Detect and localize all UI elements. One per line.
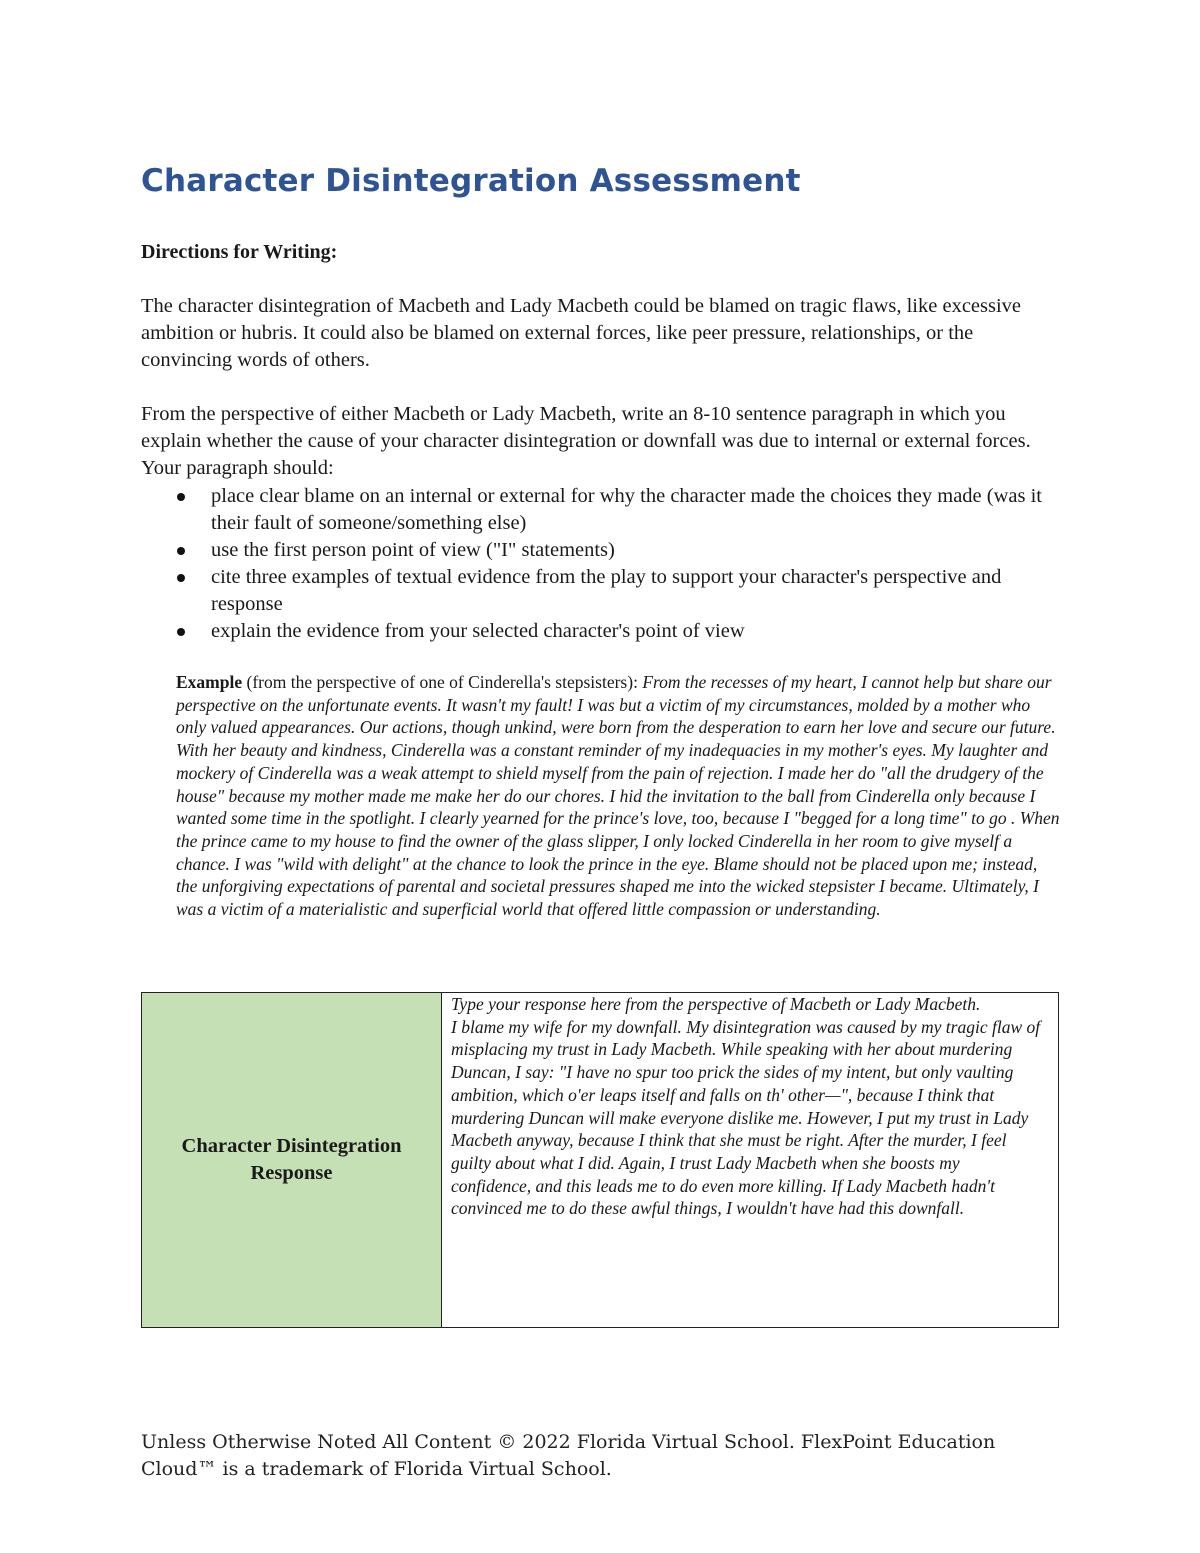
copyright-footer: Unless Otherwise Noted All Content © 2022 Florida Virtual School. FlexPoint Education Cloud™ is a trademark of Florida Virtual School. bbox=[141, 1431, 996, 1480]
directions-paragraph-2: From the perspective of either Macbeth or Lady Macbeth, write an 8-10 sentence paragraph in which you explain whether the cause of your character disintegration or downfall was due to internal or external forces. Your paragraph should: bbox=[141, 403, 1031, 479]
bullet-icon bbox=[177, 547, 185, 555]
example-label: Example bbox=[176, 672, 243, 692]
requirements-list bbox=[141, 483, 1059, 645]
response-label: Character Disintegration Response bbox=[181, 1135, 402, 1184]
response-label-cell bbox=[142, 993, 442, 1327]
list-item bbox=[141, 564, 1059, 618]
list-item-text: cite three examples of textual evidence from the play to support your character's perspective and response bbox=[211, 566, 1002, 615]
bullet-icon bbox=[177, 574, 185, 582]
list-item-text: explain the evidence from your selected character's point of view bbox=[211, 620, 745, 642]
response-prompt: Type your response here from the perspective of Macbeth or Lady Macbeth. bbox=[451, 994, 981, 1014]
list-item bbox=[141, 537, 1059, 564]
page-title: Character Disintegration Assessment bbox=[141, 163, 801, 199]
list-item bbox=[141, 618, 1059, 645]
directions-heading: Directions for Writing: bbox=[141, 241, 338, 263]
directions-paragraph-1: The character disintegration of Macbeth and Lady Macbeth could be blamed on tragic flaws, like excessive ambition or hubris. It could also be blamed on external forces, like peer pressure, relationships, or the convincing words of others. bbox=[141, 295, 1022, 371]
response-text[interactable]: I blame my wife for my downfall. My disintegration was caused by my tragic flaw of misplacing my trust in Lady Macbeth. While speaking with her about murdering Duncan, I say: "I have no spur too prick the sides of my intent, but only vaulting ambition, which o'er leaps itself and falls on th' other—", because I think that murdering Duncan will make everyone dislike me. However, I put my trust in Lady Macbeth anyway, because I think that she must be right. After the murder, I feel guilty about what I did. Again, I trust Lady Macbeth when she boosts my confidence, and this leads me to do even more killing. If Lady Macbeth hadn't convinced me to do these awful things, I wouldn't have had this downfall. bbox=[451, 1016, 1041, 1219]
list-item-text: use the first person point of view ("I" statements) bbox=[211, 539, 615, 561]
example-intro: (from the perspective of one of Cinderella's stepsisters): bbox=[242, 672, 643, 692]
response-text-cell[interactable] bbox=[451, 993, 1041, 1220]
bullet-icon bbox=[177, 628, 185, 636]
list-item-text: place clear blame on an internal or external for why the character made the choices they made (was it their fault of someone/something else) bbox=[211, 485, 1042, 534]
list-item bbox=[141, 483, 1059, 537]
bullet-icon bbox=[177, 493, 185, 501]
example-paragraph bbox=[176, 671, 1061, 921]
example-body: From the recesses of my heart, I cannot help but share our perspective on the unfortunate events. It wasn't my fault! I was but a victim of my circumstances, molded by a mother who only valued appearances. Our actions, though unkind, were born from the desperation to earn her love and secure our future. With her beauty and kindness, Cinderella was a constant reminder of my inadequacies in my mother's eyes. My laughter and mockery of Cinderella was a weak attempt to shield myself from the pain of rejection. I made her do "all the drudgery of the house" because my mother made me make her do our chores. I hid the invitation to the ball from Cinderella only because I wanted some time in the spotlight. I clearly yearned for the prince's love, too, because I "begged for a long time" to go . When the prince came to my house to find the owner of the glass slipper, I only locked Cinderella in her room to give myself a chance. I was "wild with delight" at the chance to look the prince in the eye. Blame should not be placed upon me; instead, the unforgiving expectations of parental and societal pressures shaped me into the wicked stepsister I became. Ultimately, I was a victim of a materialistic and superficial world that offered little compassion or understanding. bbox=[176, 672, 1060, 920]
response-table bbox=[141, 992, 1059, 1328]
